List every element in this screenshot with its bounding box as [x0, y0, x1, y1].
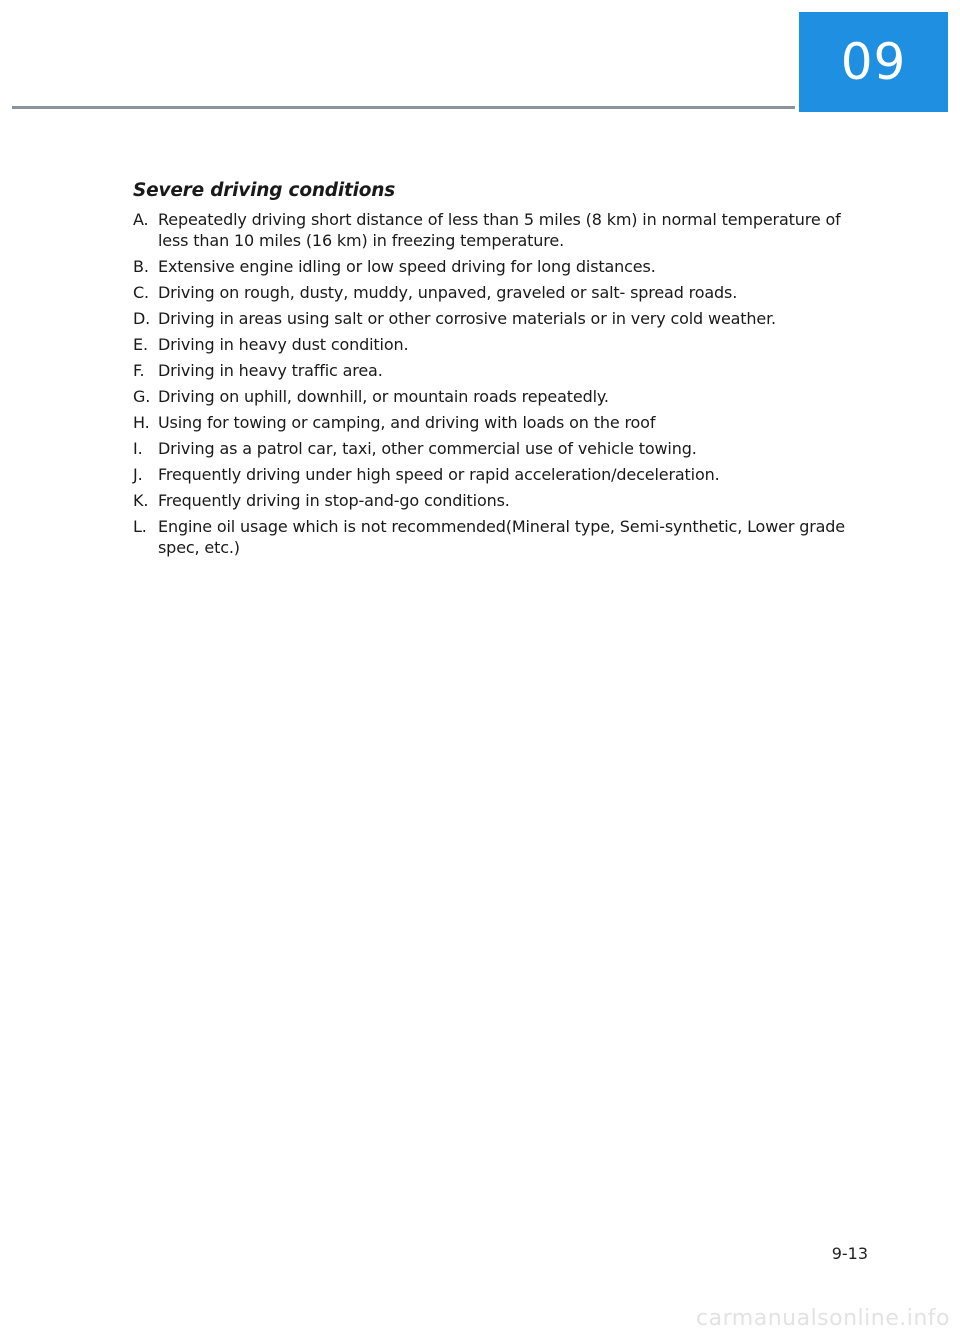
item-text: Repeatedly driving short distance of less than 5 miles (8 km) in normal temperature of less than 10 miles (16 km) in freezing temperature.: [158, 210, 841, 250]
item-letter: I.: [133, 439, 143, 458]
watermark[interactable]: carmanualsonline.info: [696, 1306, 950, 1331]
item-letter: A.: [133, 210, 149, 229]
item-text: Driving in heavy dust condition.: [158, 335, 409, 354]
list-item: [133, 209, 873, 251]
list-item: [133, 490, 873, 511]
item-text: Frequently driving under high speed or rapid acceleration/deceleration.: [158, 465, 720, 484]
list-item: [133, 282, 873, 303]
item-letter: D.: [133, 309, 151, 328]
item-text: Driving on uphill, downhill, or mountain roads repeatedly.: [158, 387, 609, 406]
list-item: [133, 412, 873, 433]
item-letter: K.: [133, 491, 149, 510]
item-letter: E.: [133, 335, 148, 354]
page-number: 9-13: [831, 1244, 868, 1263]
header-rule: [12, 106, 795, 109]
item-letter: H.: [133, 413, 150, 432]
chapter-number: 09: [840, 33, 907, 91]
item-text: Using for towing or camping, and driving with loads on the roof: [158, 413, 656, 432]
list-item: [133, 308, 873, 329]
chapter-tab: [799, 12, 948, 112]
item-text: Driving on rough, dusty, muddy, unpaved, graveled or salt- spread roads.: [158, 283, 738, 302]
item-text: Engine oil usage which is not recommended(Mineral type, Semi-synthetic, Lower grade spec, etc.): [158, 517, 845, 557]
main-content: [133, 180, 873, 563]
list-item: [133, 464, 873, 485]
item-text: Extensive engine idling or low speed driving for long distances.: [158, 257, 656, 276]
list-item: [133, 360, 873, 381]
item-text: Driving in areas using salt or other corrosive materials or in very cold weather.: [158, 309, 776, 328]
item-letter: C.: [133, 283, 149, 302]
item-text: Frequently driving in stop-and-go conditions.: [158, 491, 510, 510]
item-letter: G.: [133, 387, 151, 406]
item-text: Driving as a patrol car, taxi, other commercial use of vehicle towing.: [158, 439, 697, 458]
item-letter: J.: [133, 465, 143, 484]
item-letter: F.: [133, 361, 145, 380]
list-item: [133, 334, 873, 355]
item-letter: L.: [133, 517, 147, 536]
list-item: [133, 386, 873, 407]
list-item: [133, 516, 873, 558]
conditions-list: [133, 209, 873, 558]
item-letter: B.: [133, 257, 149, 276]
list-item: [133, 256, 873, 277]
list-item: [133, 438, 873, 459]
item-text: Driving in heavy traffic area.: [158, 361, 383, 380]
section-title: Severe driving conditions: [133, 180, 396, 201]
